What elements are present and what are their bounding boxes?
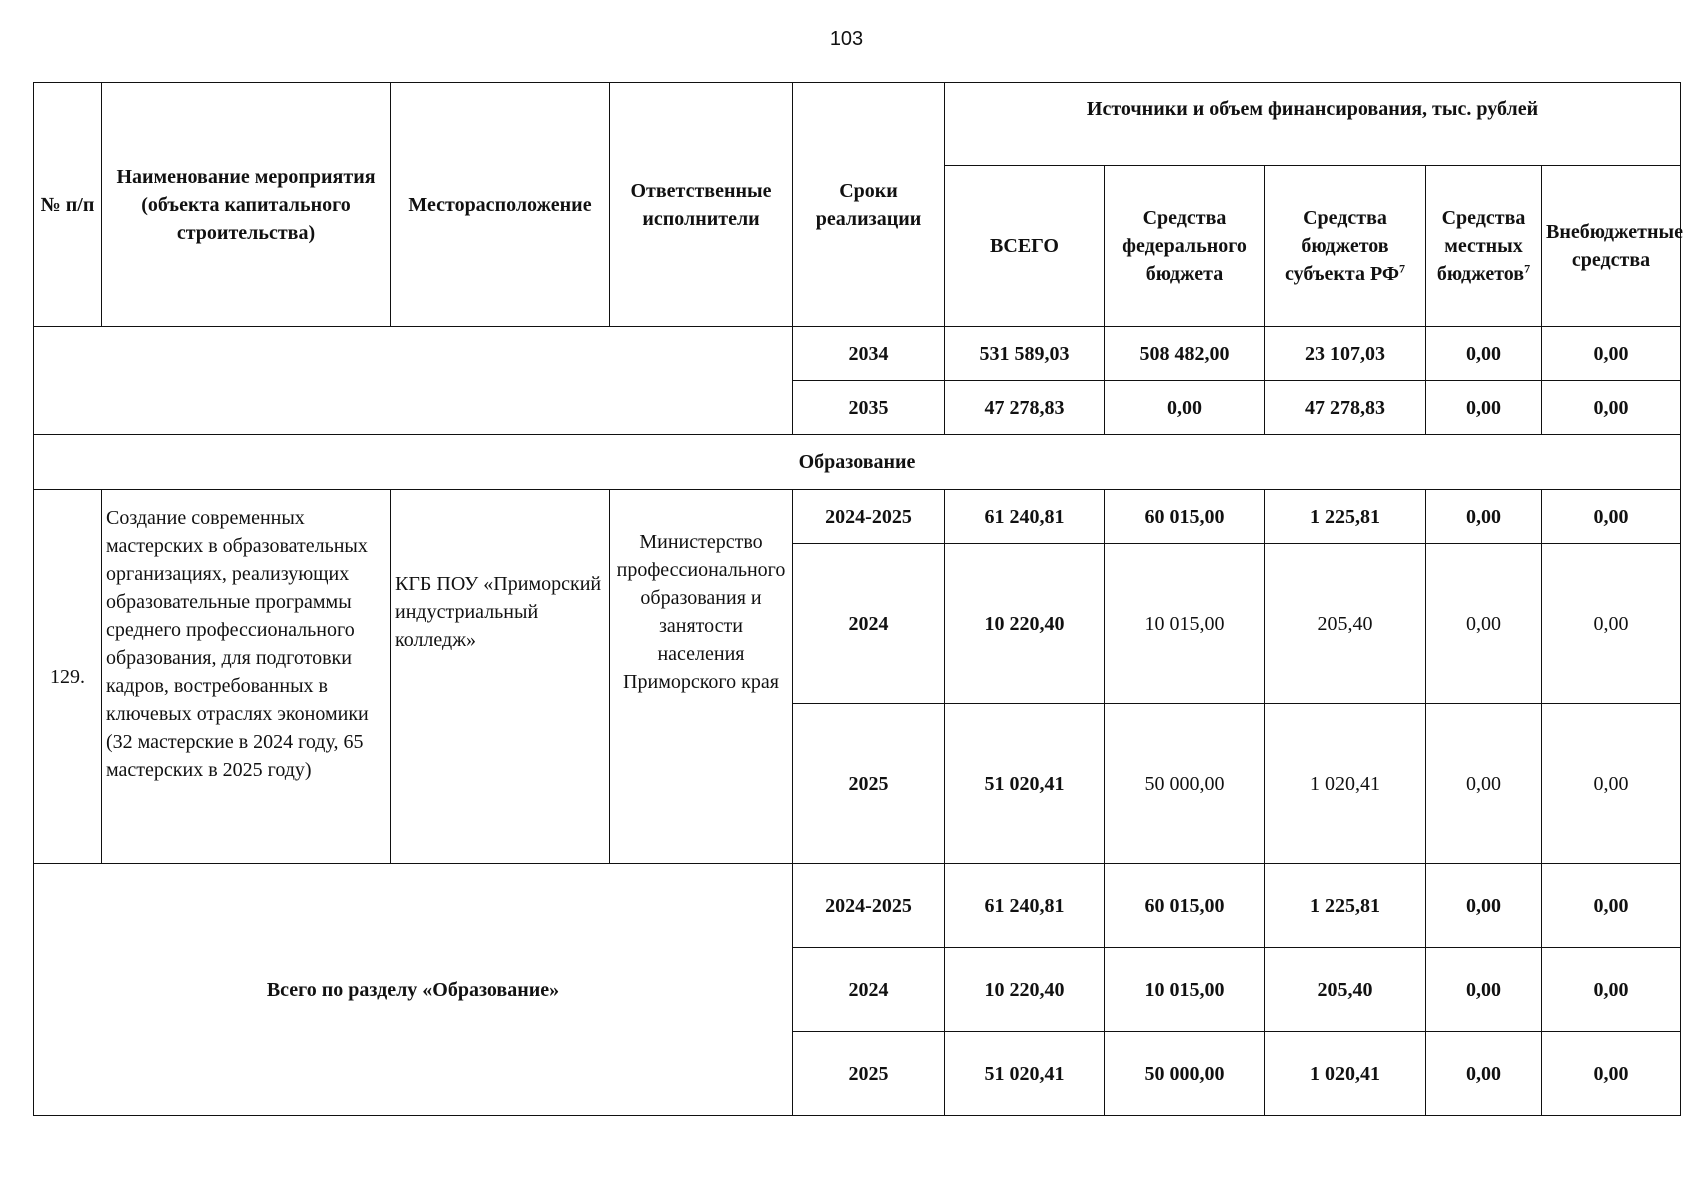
regional-cell: 1 225,81 [1265,490,1426,544]
federal-cell: 10 015,00 [1105,544,1265,704]
header-local [1426,166,1542,327]
regional-cell: 205,40 [1265,948,1426,1032]
header-name: Наименование мероприятия (объекта капитального строительства) [102,83,391,327]
table-row [34,327,1681,381]
extra-cell: 0,00 [1542,544,1681,704]
table-row [34,864,1681,948]
header-responsible: Ответственные исполнители [610,83,793,327]
year-cell: 2035 [793,381,945,435]
carryover-blank-cell [34,327,793,435]
header-location: Месторасположение [391,83,610,327]
year-cell: 2025 [793,1032,945,1116]
federal-cell: 10 015,00 [1105,948,1265,1032]
total-cell: 47 278,83 [945,381,1105,435]
total-cell: 10 220,40 [945,544,1105,704]
header-num: № п/п [34,83,102,327]
federal-cell: 60 015,00 [1105,490,1265,544]
page-number: 103 [829,28,864,50]
local-cell: 0,00 [1426,948,1542,1032]
year-cell: 2034 [793,327,945,381]
section-total-label: Всего по разделу «Образование» [34,864,793,1116]
extra-cell: 0,00 [1542,327,1681,381]
header-extra: Внебюджетные средства [1542,166,1681,327]
extra-cell: 0,00 [1542,1032,1681,1116]
item-responsible: Министерство профессионального образования и занятости населения Приморского края [610,490,793,864]
header-local-footnote: 7 [1524,261,1531,276]
total-cell: 61 240,81 [945,490,1105,544]
financing-table [33,82,1681,1116]
header-total: ВСЕГО [945,166,1105,327]
item-location: КГБ ПОУ «Приморский индустриальный колледж» [391,490,610,864]
extra-cell: 0,00 [1542,490,1681,544]
header-local-text: Средства местных бюджетов [1436,207,1526,285]
regional-cell: 1 225,81 [1265,864,1426,948]
item-num: 129. [34,490,102,864]
extra-cell: 0,00 [1542,864,1681,948]
federal-cell: 60 015,00 [1105,864,1265,948]
local-cell: 0,00 [1426,490,1542,544]
regional-cell: 1 020,41 [1265,704,1426,864]
year-cell: 2024-2025 [793,864,945,948]
header-funding: Источники и объем финансирования, тыс. рублей [945,83,1681,166]
local-cell: 0,00 [1426,544,1542,704]
regional-cell: 23 107,03 [1265,327,1426,381]
regional-cell: 47 278,83 [1265,381,1426,435]
year-cell: 2024 [793,948,945,1032]
header-regional [1265,166,1426,327]
federal-cell: 508 482,00 [1105,327,1265,381]
header-federal: Средства федерального бюджета [1105,166,1265,327]
section-title: Образование [34,435,1681,490]
federal-cell: 0,00 [1105,381,1265,435]
total-cell: 51 020,41 [945,704,1105,864]
year-cell: 2024-2025 [793,490,945,544]
total-cell: 531 589,03 [945,327,1105,381]
table-row [34,490,1681,544]
header-terms: Сроки реализации [793,83,945,327]
year-cell: 2024 [793,544,945,704]
local-cell: 0,00 [1426,704,1542,864]
header-regional-footnote: 7 [1399,261,1406,276]
local-cell: 0,00 [1426,1032,1542,1116]
extra-cell: 0,00 [1542,381,1681,435]
regional-cell: 205,40 [1265,544,1426,704]
local-cell: 0,00 [1426,381,1542,435]
extra-cell: 0,00 [1542,948,1681,1032]
local-cell: 0,00 [1426,327,1542,381]
year-cell: 2025 [793,704,945,864]
item-name: Создание современных мастерских в образовательных организациях, реализующих образовательные программы среднего профессионального образования, для подготовки кадров, востребованных в ключевых отраслях экономики (32 мастерские в 2024 году, 65 мастерских в 2025 году) [102,490,391,864]
total-cell: 61 240,81 [945,864,1105,948]
federal-cell: 50 000,00 [1105,1032,1265,1116]
federal-cell: 50 000,00 [1105,704,1265,864]
regional-cell: 1 020,41 [1265,1032,1426,1116]
total-cell: 51 020,41 [945,1032,1105,1116]
total-cell: 10 220,40 [945,948,1105,1032]
header-regional-text: Средства бюджетов субъекта РФ [1284,207,1400,285]
local-cell: 0,00 [1426,864,1542,948]
extra-cell: 0,00 [1542,704,1681,864]
section-row [34,435,1681,490]
header-row [34,83,1681,166]
